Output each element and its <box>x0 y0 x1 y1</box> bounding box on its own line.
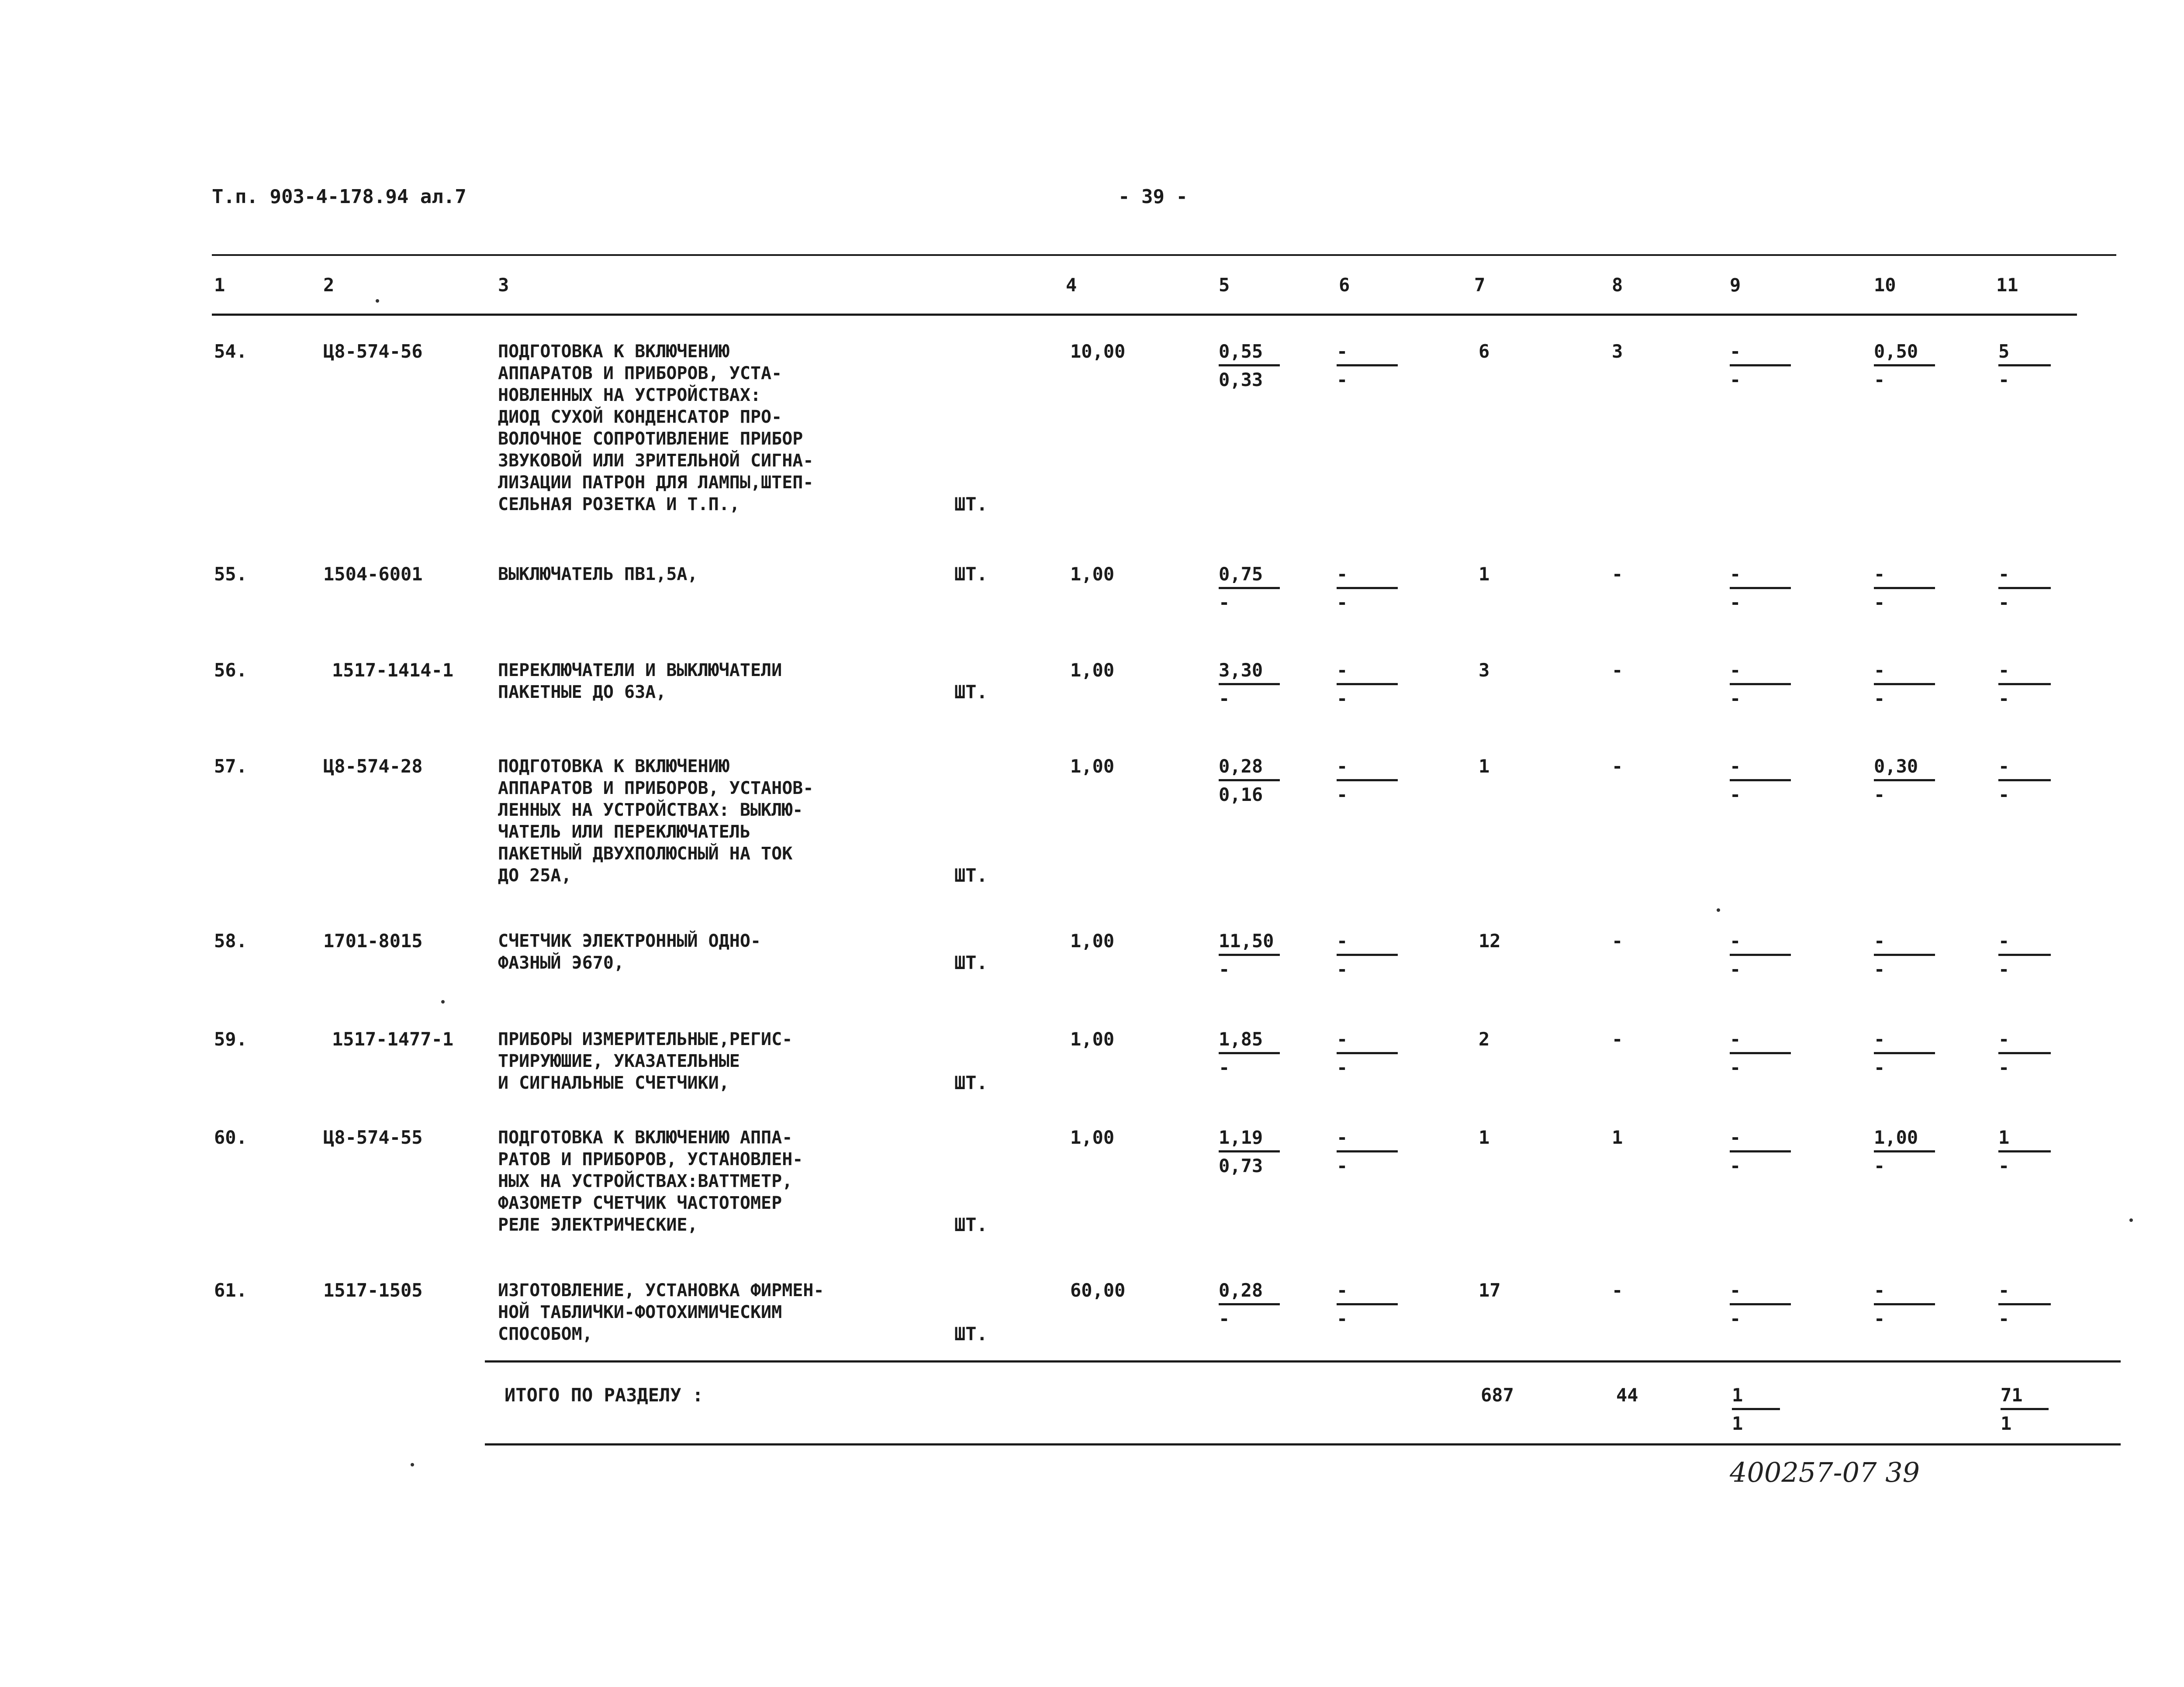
col8-value: - <box>1612 756 1623 777</box>
fraction-c9 <box>1730 1028 1800 1079</box>
col7-value: 3 <box>1479 659 1490 681</box>
fraction-c10 <box>1874 341 1944 391</box>
header-rule <box>212 314 2077 316</box>
fraction-den: - <box>1874 959 1885 980</box>
fraction-num: - <box>1998 1028 2010 1050</box>
fraction-c6 <box>1337 930 1406 980</box>
fraction-c6 <box>1337 563 1406 614</box>
fraction-bar <box>1998 779 2051 781</box>
fraction-den: - <box>1998 959 2010 980</box>
fraction-num: - <box>1874 659 1885 681</box>
fraction-c11 <box>1998 930 2068 980</box>
fraction-den: 0,33 <box>1219 369 1263 390</box>
column-header-10: 10 <box>1874 274 1896 296</box>
table-row <box>0 756 2184 886</box>
fraction-bar <box>1730 1150 1791 1152</box>
fraction-den: - <box>1730 688 1741 709</box>
column-header-4: 4 <box>1066 274 1077 296</box>
fraction-num: - <box>1998 563 2010 585</box>
fraction-c10 <box>1874 1280 1944 1330</box>
fraction-num: - <box>1730 1028 1741 1050</box>
fraction-num: 1 <box>1998 1127 2010 1148</box>
fraction-c11 <box>1998 563 2068 614</box>
fraction-bar <box>1998 954 2051 956</box>
fraction-den: - <box>1874 1155 1885 1176</box>
totals-label: ИТОГО ПО РАЗДЕЛУ : <box>505 1384 704 1406</box>
fraction-bar <box>1874 779 1935 781</box>
fraction-den: - <box>1874 592 1885 613</box>
fraction-den: - <box>1337 784 1348 805</box>
fraction-c11 <box>1998 659 2068 710</box>
fraction-num: - <box>1337 659 1348 681</box>
fraction-bar <box>1337 1150 1398 1152</box>
fraction-den: - <box>1337 1308 1348 1329</box>
fraction-num: - <box>1998 930 2010 952</box>
fraction-bar <box>1730 954 1791 956</box>
fraction-num: - <box>1730 756 1741 777</box>
fraction-c11 <box>1998 341 2068 391</box>
fraction-den: - <box>1998 592 2010 613</box>
fraction-den: - <box>1730 959 1741 980</box>
column-header-6: 6 <box>1339 274 1350 296</box>
fraction-c9 <box>1730 659 1800 710</box>
item-description: ПЕРЕКЛЮЧАТЕЛИ И ВЫКЛЮЧАТЕЛИ ПАКЕТНЫЕ ДО 63А, <box>498 660 782 702</box>
fraction-c9 <box>1730 341 1800 391</box>
fraction-den: - <box>1730 369 1741 390</box>
item-description: ПОДГОТОВКА К ВКЛЮЧЕНИЮ АППАРАТОВ И ПРИБОРОВ, УСТА- НОВЛЕННЫХ НА УСТРОЙСТВАХ: ДИОД СУХОЙ КОНДЕНСАТОР ПРО- ВОЛОЧНОЕ СОПРОТИВЛЕНИЕ ПРИБОР ЗВУКОВОЙ ИЛИ ЗРИТЕЛЬНОЙ СИГНА- ЛИЗАЦИИ ПАТРОН ДЛЯ ЛАМПЫ,ШТЕП- СЕЛЬНАЯ РОЗЕТКА И Т.П., <box>498 342 814 514</box>
fraction-num: - <box>1337 341 1348 362</box>
totals-col8: 44 <box>1616 1384 1638 1406</box>
fraction-bar <box>1874 364 1935 366</box>
fraction-den: - <box>1998 688 2010 709</box>
scan-speck <box>441 1000 445 1004</box>
fraction-num: - <box>1730 563 1741 585</box>
table-row <box>0 659 2184 709</box>
fraction-num: 1,19 <box>1219 1127 1263 1148</box>
column-header-5: 5 <box>1219 274 1230 296</box>
fraction-den: - <box>1730 1057 1741 1078</box>
col7-value: 1 <box>1479 1127 1490 1148</box>
fraction-den: - <box>1874 688 1885 709</box>
fraction-num: 0,50 <box>1874 341 1918 362</box>
fraction-c6 <box>1337 1280 1406 1330</box>
row-number: 57. <box>214 756 247 777</box>
fraction-c5 <box>1219 1127 1289 1177</box>
column-header-1: 1 <box>214 274 225 296</box>
fraction-den: - <box>1874 784 1885 805</box>
fraction-c11 <box>1998 1028 2068 1079</box>
document-reference: Т.п. 903-4-178.94 ал.7 <box>212 186 467 208</box>
fraction-bar <box>1219 1052 1280 1054</box>
fraction-c9 <box>1730 1280 1800 1330</box>
fraction-bar <box>1998 1150 2051 1152</box>
fraction-den: - <box>1874 1057 1885 1078</box>
fraction-num: - <box>1998 659 2010 681</box>
row-number: 60. <box>214 1127 247 1148</box>
fraction-bar <box>1998 1303 2051 1305</box>
quantity: 1,00 <box>1070 659 1115 681</box>
unit-label: ШТ. <box>954 1323 988 1345</box>
fraction-bar <box>1219 1303 1280 1305</box>
row-number: 58. <box>214 930 247 952</box>
item-code: 1701-8015 <box>323 930 423 952</box>
fraction-num: 1,85 <box>1219 1028 1263 1050</box>
fraction-bar <box>1730 683 1791 685</box>
totals-top-rule <box>485 1360 2121 1363</box>
fraction-bar <box>1730 1052 1791 1054</box>
unit-label: ШТ. <box>954 493 988 515</box>
fraction-num: - <box>1998 1280 2010 1301</box>
col8-value: 1 <box>1612 1127 1623 1148</box>
table-row <box>0 1280 2184 1345</box>
fraction-num: - <box>1337 756 1348 777</box>
quantity: 10,00 <box>1070 341 1126 362</box>
fraction-den: - <box>1874 369 1885 390</box>
fraction-bar <box>1730 364 1791 366</box>
fraction-c6 <box>1337 756 1406 806</box>
fraction-bar <box>1219 1150 1280 1152</box>
fraction-den: - <box>1730 1155 1741 1176</box>
fraction-num: - <box>1730 1280 1741 1301</box>
fraction-num: 3,30 <box>1219 659 1263 681</box>
unit-label: ШТ. <box>954 865 988 886</box>
scan-speck <box>376 299 379 303</box>
item-description: ПОДГОТОВКА К ВКЛЮЧЕНИЮ АППА- РАТОВ И ПРИБОРОВ, УСТАНОВЛЕН- НЫХ НА УСТРОЙСТВАХ:ВАТТМЕТР, ФАЗОМЕТР СЧЕТЧИК ЧАСТОТОМЕР РЕЛЕ ЭЛЕКТРИЧЕСКИЕ, <box>498 1128 803 1235</box>
fraction-c11 <box>1998 756 2068 806</box>
fraction-den: - <box>1730 592 1741 613</box>
quantity: 1,00 <box>1070 930 1115 952</box>
item-code: Ц8-574-56 <box>323 341 423 362</box>
fraction-den: - <box>1219 592 1230 613</box>
quantity: 1,00 <box>1070 1127 1115 1148</box>
fraction-bar <box>1337 587 1398 589</box>
fraction-c5 <box>1219 563 1289 614</box>
fraction-c5 <box>1219 930 1289 980</box>
item-code: 1517-1505 <box>323 1280 423 1301</box>
item-description: ПРИБОРЫ ИЗМЕРИТЕЛЬНЫЕ,РЕГИС- ТРИРУЮШИЕ, УКАЗАТЕЛЬНЫЕ И СИГНАЛЬНЫЕ СЧЕТЧИКИ, <box>498 1029 793 1093</box>
fraction-c5 <box>1219 341 1289 391</box>
fraction-bar <box>1219 587 1280 589</box>
table-row <box>0 341 2184 515</box>
fraction-bar <box>1219 954 1280 956</box>
col7-value: 17 <box>1479 1280 1501 1301</box>
fraction-num: 0,30 <box>1874 756 1918 777</box>
fraction-den: - <box>1337 1057 1348 1078</box>
fraction-num: 0,28 <box>1219 1280 1263 1301</box>
fraction-den: - <box>1219 688 1230 709</box>
fraction-c6 <box>1337 1028 1406 1079</box>
fraction-c9 <box>1730 930 1800 980</box>
col8-value: 3 <box>1612 341 1623 362</box>
col8-value: - <box>1612 930 1623 952</box>
fraction-bar <box>1998 1052 2051 1054</box>
fraction-den: - <box>1337 959 1348 980</box>
fraction-num: - <box>1874 1028 1885 1050</box>
col8-value: - <box>1612 563 1623 585</box>
row-number: 54. <box>214 341 247 362</box>
fraction-bar <box>2001 1408 2049 1410</box>
quantity: 1,00 <box>1070 756 1115 777</box>
fraction-num: 0,75 <box>1219 563 1263 585</box>
fraction-bar <box>1998 364 2051 366</box>
fraction-num: - <box>1730 659 1741 681</box>
totals-col9-num: 1 <box>1732 1384 1743 1406</box>
fraction-den: - <box>1219 1308 1230 1329</box>
fraction-bar <box>1337 954 1398 956</box>
fraction-den: - <box>1998 369 2010 390</box>
fraction-num: - <box>1337 1127 1348 1148</box>
fraction-bar <box>1874 683 1935 685</box>
fraction-c6 <box>1337 659 1406 710</box>
fraction-den: - <box>1337 592 1348 613</box>
fraction-den: - <box>1219 959 1230 980</box>
table-row <box>0 1028 2184 1094</box>
scan-speck <box>411 1463 414 1466</box>
fraction-num: - <box>1874 930 1885 952</box>
column-header-8: 8 <box>1612 274 1623 296</box>
fraction-c10 <box>1874 1028 1944 1079</box>
column-header-9: 9 <box>1730 274 1741 296</box>
row-number: 61. <box>214 1280 247 1301</box>
fraction-bar <box>1337 1052 1398 1054</box>
fraction-den: - <box>1998 1308 2010 1329</box>
fraction-den: - <box>1219 1057 1230 1078</box>
totals-col9 <box>1732 1384 1802 1435</box>
fraction-num: 5 <box>1998 341 2010 362</box>
fraction-den: - <box>1337 1155 1348 1176</box>
column-header-7: 7 <box>1474 274 1486 296</box>
fraction-den: - <box>1998 784 2010 805</box>
fraction-c9 <box>1730 1127 1800 1177</box>
unit-label: ШТ. <box>954 952 988 973</box>
fraction-num: - <box>1337 1280 1348 1301</box>
fraction-bar <box>1874 1052 1935 1054</box>
col7-value: 2 <box>1479 1028 1490 1050</box>
fraction-bar <box>1219 683 1280 685</box>
item-code: 1504-6001 <box>323 563 423 585</box>
fraction-bar <box>1874 954 1935 956</box>
item-description: ИЗГОТОВЛЕНИЕ, УСТАНОВКА ФИРМЕН- НОЙ ТАБЛИЧКИ-ФОТОХИМИЧЕСКИМ СПОСОБОМ, <box>498 1280 824 1344</box>
fraction-num: - <box>1337 1028 1348 1050</box>
col8-value: - <box>1612 1028 1623 1050</box>
quantity: 1,00 <box>1070 563 1115 585</box>
fraction-den: - <box>1998 1057 2010 1078</box>
col8-value: - <box>1612 1280 1623 1301</box>
fraction-den: 0,16 <box>1219 784 1263 805</box>
fraction-bar <box>1998 683 2051 685</box>
fraction-bar <box>1730 779 1791 781</box>
fraction-num: - <box>1874 1280 1885 1301</box>
fraction-bar <box>1337 779 1398 781</box>
item-code: Ц8-574-28 <box>323 756 423 777</box>
bottom-rule <box>485 1443 2121 1446</box>
fraction-num: 11,50 <box>1219 930 1274 952</box>
col7-value: 12 <box>1479 930 1501 952</box>
fraction-bar <box>1730 1303 1791 1305</box>
fraction-c6 <box>1337 1127 1406 1177</box>
fraction-num: - <box>1730 930 1741 952</box>
unit-label: ШТ. <box>954 1072 988 1094</box>
fraction-num: - <box>1730 1127 1741 1148</box>
table-row <box>0 1127 2184 1235</box>
fraction-num: - <box>1730 341 1741 362</box>
fraction-den: - <box>1730 1308 1741 1329</box>
fraction-c10 <box>1874 1127 1944 1177</box>
fraction-c9 <box>1730 756 1800 806</box>
fraction-bar <box>1732 1408 1780 1410</box>
fraction-bar <box>1337 683 1398 685</box>
fraction-den: 0,73 <box>1219 1155 1263 1176</box>
fraction-c5 <box>1219 1028 1289 1079</box>
totals-col9-den: 1 <box>1732 1413 1743 1434</box>
totals-col11 <box>2001 1384 2070 1435</box>
fraction-num: - <box>1874 563 1885 585</box>
fraction-c11 <box>1998 1127 2068 1177</box>
fraction-c11 <box>1998 1280 2068 1330</box>
scan-speck <box>2129 1218 2133 1222</box>
fraction-bar <box>1730 587 1791 589</box>
fraction-num: - <box>1337 563 1348 585</box>
scan-speck <box>1717 908 1720 912</box>
col7-value: 6 <box>1479 341 1490 362</box>
fraction-num: - <box>1337 930 1348 952</box>
fraction-den: - <box>1998 1155 2010 1176</box>
fraction-c5 <box>1219 1280 1289 1330</box>
fraction-num: 1,00 <box>1874 1127 1918 1148</box>
col7-value: 1 <box>1479 756 1490 777</box>
fraction-bar <box>1874 587 1935 589</box>
fraction-bar <box>1219 364 1280 366</box>
totals-col11-num: 71 <box>2001 1384 2023 1406</box>
fraction-c10 <box>1874 930 1944 980</box>
fraction-bar <box>1998 587 2051 589</box>
fraction-c6 <box>1337 341 1406 391</box>
fraction-c5 <box>1219 659 1289 710</box>
fraction-bar <box>1219 779 1280 781</box>
fraction-c10 <box>1874 756 1944 806</box>
fraction-bar <box>1874 1150 1935 1152</box>
fraction-c10 <box>1874 659 1944 710</box>
fraction-c5 <box>1219 756 1289 806</box>
fraction-num: 0,55 <box>1219 341 1263 362</box>
item-description: ВЫКЛЮЧАТЕЛЬ ПВ1,5А, <box>498 564 698 584</box>
column-header-2: 2 <box>323 274 335 296</box>
fraction-den: - <box>1337 688 1348 709</box>
column-header-3: 3 <box>498 274 509 296</box>
column-header-11: 11 <box>1996 274 2018 296</box>
row-number: 56. <box>214 659 247 681</box>
fraction-den: - <box>1337 369 1348 390</box>
item-description: СЧЕТЧИК ЭЛЕКТРОННЫЙ ОДНО- ФАЗНЫЙ Э670, <box>498 931 761 973</box>
fraction-num: 0,28 <box>1219 756 1263 777</box>
quantity: 60,00 <box>1070 1280 1126 1301</box>
fraction-c9 <box>1730 563 1800 614</box>
table-row <box>0 930 2184 980</box>
item-description: ПОДГОТОВКА К ВКЛЮЧЕНИЮ АППАРАТОВ И ПРИБОРОВ, УСТАНОВ- ЛЕННЫХ НА УСТРОЙСТВАХ: ВЫКЛЮ- ЧАТЕЛЬ ИЛИ ПЕРЕКЛЮЧАТЕЛЬ ПАКЕТНЫЙ ДВУХПОЛЮСНЫЙ НА ТОК ДО 25А, <box>498 756 814 886</box>
unit-label: ШТ. <box>954 681 988 703</box>
top-rule <box>212 254 2116 256</box>
fraction-num: - <box>1998 756 2010 777</box>
fraction-bar <box>1337 1303 1398 1305</box>
totals-col11-den: 1 <box>2001 1413 2012 1434</box>
fraction-den: - <box>1874 1308 1885 1329</box>
fraction-den: - <box>1730 784 1741 805</box>
item-code: Ц8-574-55 <box>323 1127 423 1148</box>
fraction-c10 <box>1874 563 1944 614</box>
unit-label: ШТ. <box>954 1214 988 1235</box>
item-code: 1517-1477-1 <box>332 1028 454 1050</box>
fraction-bar <box>1874 1303 1935 1305</box>
unit-label: ШТ. <box>954 563 988 585</box>
row-number: 55. <box>214 563 247 585</box>
quantity: 1,00 <box>1070 1028 1115 1050</box>
page-number: - 39 - <box>1118 186 1188 208</box>
fraction-bar <box>1337 364 1398 366</box>
col8-value: - <box>1612 659 1623 681</box>
col7-value: 1 <box>1479 563 1490 585</box>
row-number: 59. <box>214 1028 247 1050</box>
handwritten-note: 400257-07 39 <box>1730 1456 1920 1488</box>
item-code: 1517-1414-1 <box>332 659 454 681</box>
table-row <box>0 563 2184 613</box>
totals-col7: 687 <box>1481 1384 1514 1406</box>
